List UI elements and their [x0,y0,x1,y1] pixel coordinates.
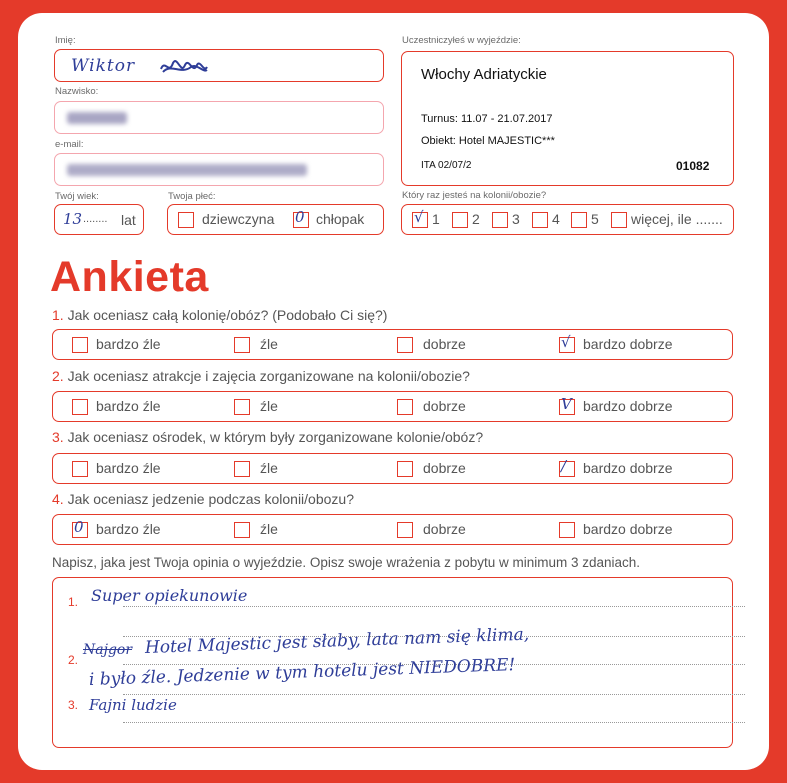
opinion-field[interactable] [52,577,733,748]
trip-turnus: Turnus: 11.07 - 21.07.2017 [421,113,553,125]
times-checkbox-1[interactable]: √ [412,212,428,228]
redacted-email [67,164,307,176]
q2-checkbox-very-bad[interactable] [72,399,88,415]
question-1: 1. Jak oceniasz całą kolonię/obóz? (Podobało Ci się?) [52,307,388,323]
q3-checkbox-very-bad[interactable] [72,461,88,477]
q1-option-good: dobrze [423,336,466,352]
trip-code: ITA 02/07/2 [421,160,472,171]
answer-number-2: 2. [68,653,79,667]
age-value: 13 [63,210,83,228]
trip-object: Obiekt: Hotel MAJESTIC*** [421,135,555,147]
q3-option-bad: źle [260,460,278,476]
times-checkbox-4[interactable] [532,212,548,228]
times-option-4: 4 [552,211,560,227]
trip-info-box [401,51,734,186]
q4-option-good: dobrze [423,521,466,537]
times-checkbox-3[interactable] [492,212,508,228]
question-3: 3. Jak oceniasz ośrodek, w którym były zorganizowane kolonie/obóz? [52,429,484,445]
q4-checkbox-very-good[interactable] [559,522,575,538]
q2-option-very-good: bardzo dobrze [583,398,673,414]
surname-label: Nazwisko: [55,86,99,97]
redacted-surname [67,112,127,124]
q4-option-very-bad: bardzo źle [96,521,161,537]
trip-number: 01082 [676,159,710,173]
age-field[interactable] [54,204,144,235]
question-3-answers [52,453,733,484]
q3-option-very-good: bardzo dobrze [583,460,673,476]
q4-checkbox-good[interactable] [397,522,413,538]
q1-option-very-bad: bardzo źle [96,336,161,352]
age-unit: lat [121,212,136,228]
name-value: Wiktor [71,56,136,76]
q3-option-good: dobrze [423,460,466,476]
question-4: 4. Jak oceniasz jedzenie podczas kolonii/obozu? [52,491,354,507]
answer-line-1 [123,606,745,607]
trip-label: Uczestniczyłeś w wyjeździe: [402,35,521,46]
gender-checkbox-girl[interactable] [178,212,194,228]
answer-text-2-continued: i było źle. Jedzenie w tym hotelu jest NIEDOBRE! [88,655,516,690]
q1-checkbox-very-bad[interactable] [72,337,88,353]
q2-checkbox-good[interactable] [397,399,413,415]
times-checkbox-2[interactable] [452,212,468,228]
survey-title: Ankieta [50,253,209,301]
answer-number-3: 3. [68,698,79,712]
question-2-answers [52,391,733,422]
answer-line-5 [123,722,745,723]
trip-name: Włochy Adriatyckie [421,66,547,83]
answer-line-4 [123,694,745,695]
question-4-answers [52,514,733,545]
q2-checkbox-bad[interactable] [234,399,250,415]
email-field[interactable] [54,153,384,186]
times-option-2: 2 [472,211,480,227]
name-label: Imię: [55,35,76,46]
q2-option-bad: źle [260,398,278,414]
times-field [401,204,734,235]
q3-checkbox-very-good[interactable]: / [559,461,575,477]
q3-checkbox-bad[interactable] [234,461,250,477]
q1-checkbox-very-good[interactable]: √ [559,337,575,353]
gender-option-boy: chłopak [316,211,365,227]
gender-option-girl: dziewczyna [202,211,275,227]
survey-form [18,13,769,770]
times-option-more: więcej, ile ....... [631,211,723,227]
answer-text-3: Fajni ludzie [89,696,177,714]
q2-option-very-bad: bardzo źle [96,398,161,414]
q3-option-very-bad: bardzo źle [96,460,161,476]
gender-checkbox-boy[interactable]: 0 [293,212,309,228]
times-option-1: 1 [432,211,440,227]
surname-field[interactable] [54,101,384,134]
answer-number-1: 1. [68,595,79,609]
q4-checkbox-very-bad[interactable]: 0 [72,522,88,538]
times-checkbox-5[interactable] [571,212,587,228]
q3-checkbox-good[interactable] [397,461,413,477]
q1-checkbox-good[interactable] [397,337,413,353]
q4-option-very-good: bardzo dobrze [583,521,673,537]
times-option-5: 5 [591,211,599,227]
question-2: 2. Jak oceniasz atrakcje i zajęcia zorganizowane na kolonii/obozie? [52,368,470,384]
q2-checkbox-very-good[interactable]: V [559,399,575,415]
times-option-3: 3 [512,211,520,227]
gender-field [167,204,384,235]
times-checkbox-more[interactable] [611,212,627,228]
scribble-icon [159,57,209,77]
email-label: e-mail: [55,139,84,150]
answer-text-2: Hotel Majestic jest słaby, lata nam się klima, [144,624,530,658]
opinion-prompt: Napisz, jaka jest Twoja opinia o wyjeździe. Opisz swoje wrażenia z pobytu w minimum 3 zdaniach. [52,555,641,570]
q4-checkbox-bad[interactable] [234,522,250,538]
age-dots: ........ [83,213,108,225]
crossed-word: Najgor [83,642,133,658]
q4-option-bad: źle [260,521,278,537]
q2-option-good: dobrze [423,398,466,414]
answer-text-1: Super opiekunowie [91,586,248,605]
name-field[interactable] [54,49,384,82]
q1-option-very-good: bardzo dobrze [583,336,673,352]
times-label: Który raz jesteś na kolonii/obozie? [402,190,547,201]
q1-option-bad: źle [260,336,278,352]
age-label: Twój wiek: [55,191,99,202]
question-1-answers [52,329,733,360]
q1-checkbox-bad[interactable] [234,337,250,353]
gender-label: Twoja płeć: [168,191,216,202]
